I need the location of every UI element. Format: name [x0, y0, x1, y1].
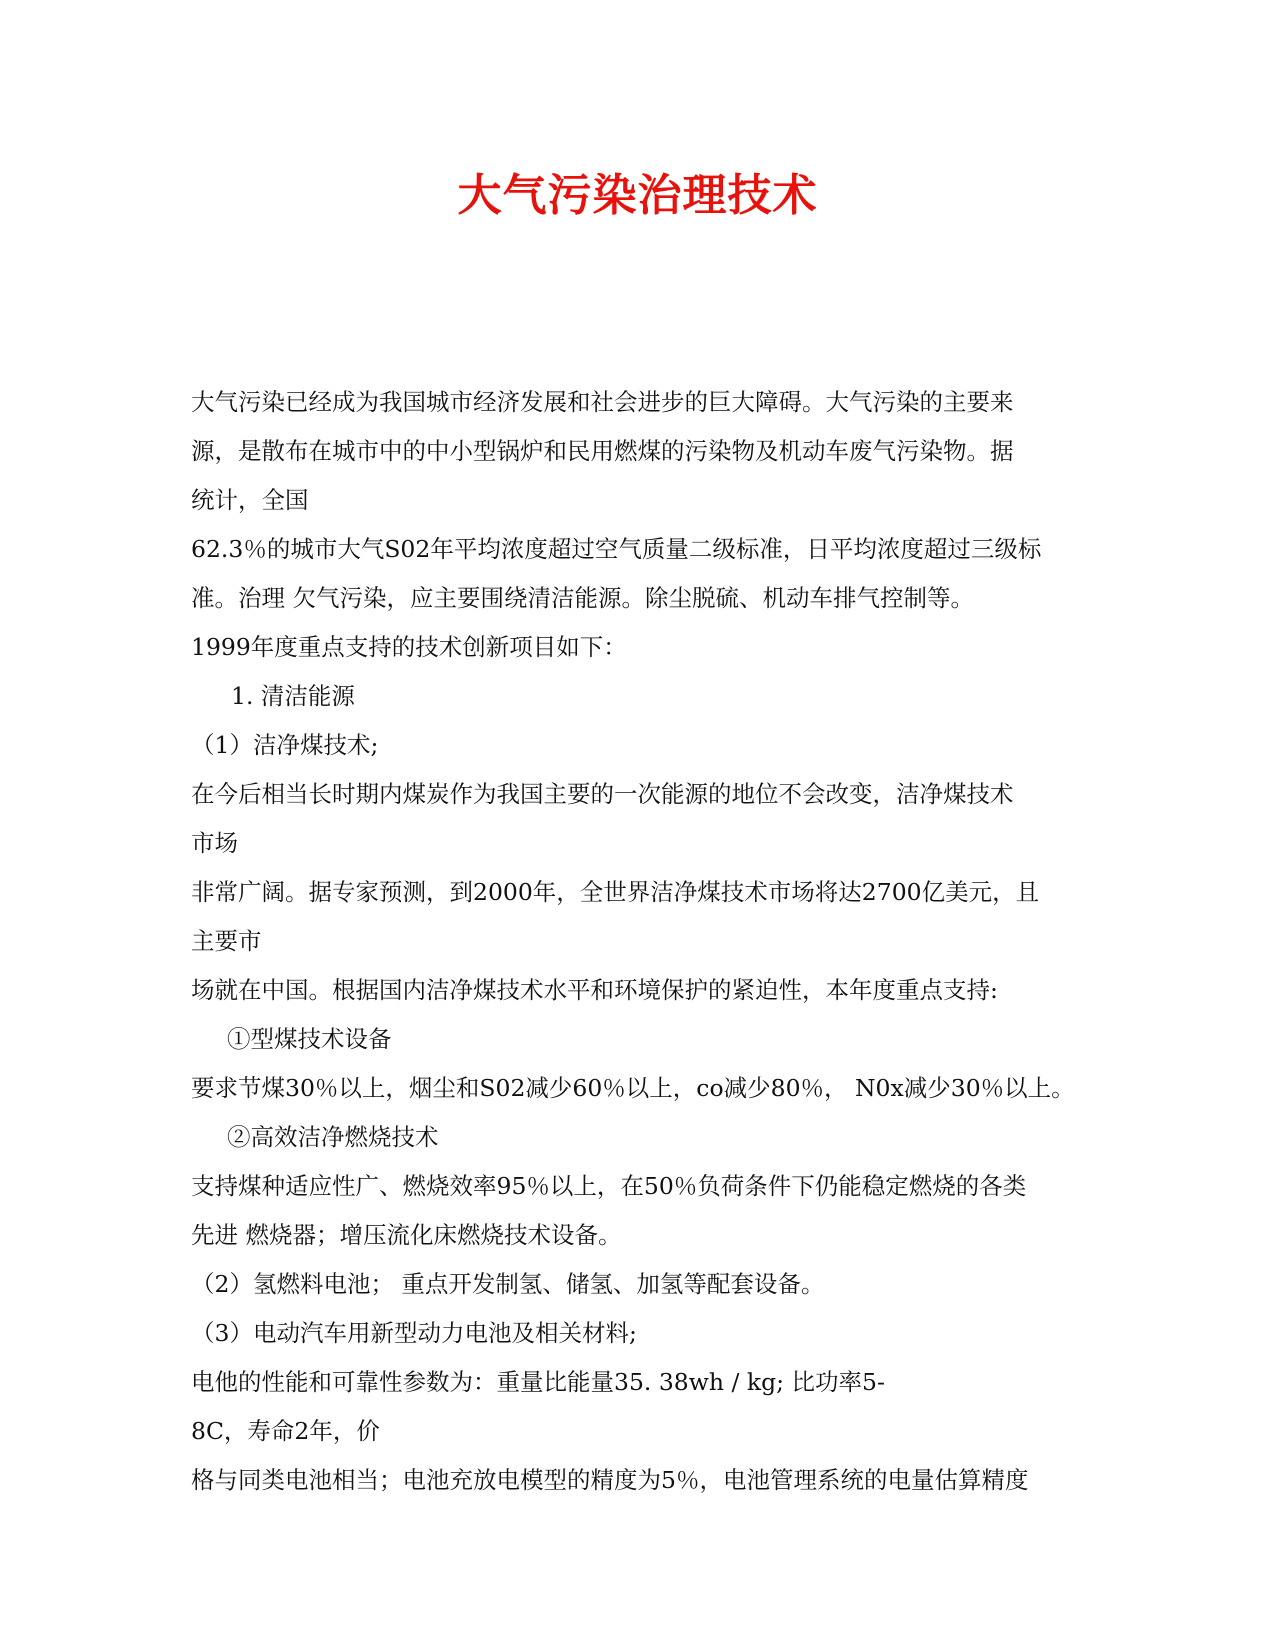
- paragraph-line: 62.3％的城市大气S02年平均浓度超过空气质量二级标准，日平均浓度超过三级标: [191, 535, 1042, 563]
- paragraph-line: 准。治理 欠气污染，应主要围绕清洁能源。除尘脱硫、机动车排气控制等。: [191, 584, 974, 612]
- document-body: [191, 378, 1091, 1505]
- paragraph-line: 市场: [191, 829, 238, 857]
- item-heading: ②高效洁净燃烧技术: [227, 1123, 439, 1151]
- section-heading: 1. 清洁能源: [231, 682, 355, 710]
- subsection-heading: （1）洁净煤技术;: [191, 731, 379, 759]
- paragraph-line: 电他的性能和可靠性参数为：重量比能量35. 38wh / kg; 比功率5-: [191, 1368, 885, 1396]
- paragraph-line: 大气污染已经成为我国城市经济发展和社会进步的巨大障碍。大气污染的主要来: [191, 388, 1014, 416]
- item-heading: ①型煤技术设备: [227, 1025, 392, 1053]
- paragraph-line: 主要市: [191, 927, 262, 955]
- document-title: 大气污染治理技术: [457, 170, 818, 221]
- paragraph-line: 在今后相当长时期内煤炭作为我国主要的一次能源的地位不会改变，洁净煤技术: [191, 780, 1014, 808]
- paragraph-line: 源，是散布在城市中的中小型锅炉和民用燃煤的污染物及机动车废气污染物。据: [191, 437, 1014, 465]
- paragraph-line: 先进 燃烧器；增压流化床燃烧技术设备。: [191, 1221, 622, 1249]
- subsection-heading: （2）氢燃料电池； 重点开发制氢、储氢、加氢等配套设备。: [191, 1270, 825, 1298]
- paragraph-line: 1999年度重点支持的技术创新项目如下：: [191, 633, 627, 661]
- paragraph-line: 要求节煤30％以上，烟尘和S02减少60％以上，co减少80％， N0x减少30％以上。: [191, 1074, 1075, 1102]
- paragraph-line: 格与同类电池相当；电池充放电模型的精度为5％，电池管理系统的电量估算精度: [191, 1466, 1029, 1494]
- paragraph-line: 非常广阔。据专家预测，到2000年，全世界洁净煤技术市场将达2700亿美元，且: [191, 878, 1040, 906]
- paragraph-line: 统计，全国: [191, 486, 309, 514]
- subsection-heading: （3）电动汽车用新型动力电池及相关材料;: [191, 1319, 637, 1347]
- paragraph-line: 场就在中国。根据国内洁净煤技术水平和环境保护的紧迫性，本年度重点支持:: [191, 976, 998, 1004]
- paragraph-line: 8C，寿命2年，价: [191, 1417, 380, 1445]
- paragraph-line: 支持煤种适应性广、燃烧效率95％以上，在50％负荷条件下仍能稳定燃烧的各类: [191, 1172, 1027, 1200]
